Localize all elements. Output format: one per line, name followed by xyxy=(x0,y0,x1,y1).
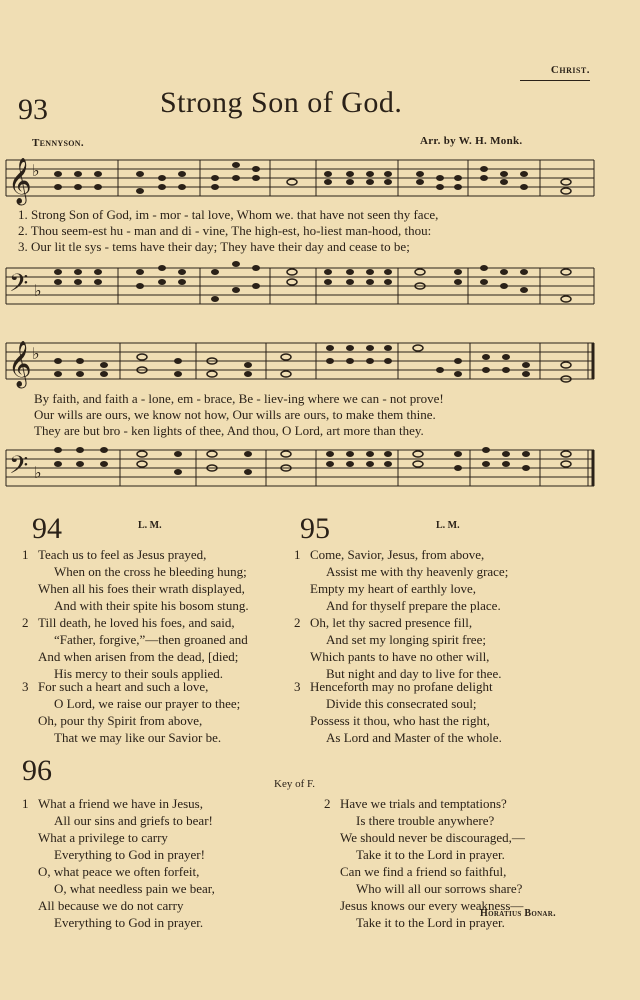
stanza-line: Jesus knows our every weakness— xyxy=(340,898,524,913)
hymn-95-number: 95 xyxy=(300,512,330,545)
stanza-line: And for thyself prepare the place. xyxy=(326,598,501,613)
stanza-line: What a friend we have in Jesus, xyxy=(38,796,203,811)
stanza-line: Can we find a friend so faithful, xyxy=(340,864,507,879)
hymn-93-number: 93 xyxy=(18,93,48,126)
stanza-number: 1 xyxy=(294,547,301,562)
flat-icon: ♭ xyxy=(32,344,40,363)
stanza-line: O, what peace we often forfeit, xyxy=(38,864,200,879)
hymn-94-number: 94 xyxy=(32,512,62,545)
stanza-line: Assist me with thy heavenly grace; xyxy=(326,564,509,579)
stanza-line: Henceforth may no profane delight xyxy=(310,679,493,694)
system-1-lyric-verse-3: 3. Our lit tle sys - tems have their day; They have their day and cease to be; xyxy=(18,239,410,254)
treble-clef-icon: 𝄞 xyxy=(8,341,32,387)
stanza-line: Which pants to have no other will, xyxy=(310,649,490,664)
system-2-lyric-verse-2: Our wills are ours, we know not how, Our wills are ours, to make them thine. xyxy=(34,407,436,422)
stanza-line: Have we trials and temptations? xyxy=(340,796,507,811)
stanza-line: “Father, forgive,”—then groaned and xyxy=(54,632,248,647)
flat-icon: ♭ xyxy=(32,161,40,180)
stanza-line: When on the cross he bleeding hung; xyxy=(54,564,247,579)
stanza-line: Oh, let thy sacred presence fill, xyxy=(310,615,473,630)
flat-icon: ♭ xyxy=(34,281,42,300)
system-1-lyric-verse-2: 2. Thou seem-est hu - man and di - vine, The high-est, ho-liest man-hood, thou: xyxy=(18,223,432,238)
hymn-96-stanza-1 xyxy=(22,795,215,931)
hymn-96-key: Key of F. xyxy=(274,778,315,790)
stanza-line: We should never be discouraged,— xyxy=(340,830,525,845)
system-2-treble-staff xyxy=(0,333,640,393)
stanza-line: Take it to the Lord in prayer. xyxy=(356,847,505,862)
system-2-lyric-verse-1: By faith, and faith a - lone, em - brace, Be - liev-ing where we can - not prove! xyxy=(34,391,444,406)
stanza-line: But night and day to live for thee. xyxy=(326,666,502,681)
stanza-line: Divide this consecrated soul; xyxy=(326,696,477,711)
system-1-treble-staff xyxy=(0,150,640,210)
hymn-95-stanza-2 xyxy=(294,614,501,682)
hymn-93-author: Tennyson. xyxy=(32,137,84,149)
stanza-line: O Lord, we raise our prayer to thee; xyxy=(54,696,241,711)
hymn-94-stanza-2 xyxy=(22,614,248,682)
stanza-number: 3 xyxy=(294,679,301,694)
stanza-line: For such a heart and such a love, xyxy=(38,679,209,694)
stanza-number: 2 xyxy=(324,796,331,811)
hymn-93-arranger: Arr. by W. H. Monk. xyxy=(420,135,523,147)
hymn-96-author: Horatius Bonar. xyxy=(480,908,556,919)
stanza-line: As Lord and Master of the whole. xyxy=(326,730,502,745)
stanza-number: 1 xyxy=(22,796,29,811)
stanza-line: Is there trouble anywhere? xyxy=(356,813,495,828)
stanza-line: Teach us to feel as Jesus prayed, xyxy=(38,547,207,562)
stanza-line: Oh, pour thy Spirit from above, xyxy=(38,713,203,728)
section-rule xyxy=(520,80,590,81)
stanza-line: Empty my heart of earthly love, xyxy=(310,581,477,596)
hymn-94-stanza-1 xyxy=(22,546,249,614)
stanza-line: Who will all our sorrows share? xyxy=(356,881,523,896)
system-2-bass-staff xyxy=(0,440,640,500)
stanza-number: 3 xyxy=(22,679,29,694)
section-label: Christ. xyxy=(550,64,590,76)
stanza-line: Everything to God in prayer. xyxy=(54,915,204,930)
stanza-number: 1 xyxy=(22,547,29,562)
stanza-line: All our sins and griefs to bear! xyxy=(54,813,213,828)
stanza-line: That we may like our Savior be. xyxy=(54,730,222,745)
system-1-lyric-verse-1: 1. Strong Son of God, im - mor - tal love, Whom we. that have not seen thy face, xyxy=(18,207,439,222)
stanza-line: Take it to the Lord in prayer. xyxy=(356,915,505,930)
hymn-95-stanza-3 xyxy=(294,678,502,746)
stanza-number: 2 xyxy=(22,615,29,630)
system-2-lyric-verse-3: They are but bro - ken lights of thee, And thou, O Lord, art more than they. xyxy=(34,423,424,438)
flat-icon: ♭ xyxy=(34,463,42,482)
stanza-line: O, what needless pain we bear, xyxy=(54,881,215,896)
system-1-bass-staff xyxy=(0,258,640,318)
hymn-94-meter: L. M. xyxy=(138,520,162,531)
stanza-line: Till death, he loved his foes, and said, xyxy=(38,615,235,630)
stanza-line: Come, Savior, Jesus, from above, xyxy=(310,547,485,562)
hymn-95-stanza-1 xyxy=(294,546,508,614)
hymn-95-meter: L. M. xyxy=(436,520,460,531)
stanza-line: His mercy to their souls applied. xyxy=(54,666,223,681)
stanza-line: When all his foes their wrath displayed, xyxy=(38,581,245,596)
stanza-line: Everything to God in prayer! xyxy=(54,847,205,862)
treble-clef-icon: 𝄞 xyxy=(8,158,32,204)
hymn-96-number: 96 xyxy=(22,754,52,787)
stanza-line: All because we do not carry xyxy=(38,898,184,913)
stanza-line: And set my longing spirit free; xyxy=(326,632,486,647)
hymn-94-stanza-3 xyxy=(22,678,240,746)
hymn-93-title: Strong Son of God. xyxy=(160,86,403,119)
stanza-line: Possess it thou, who hast the right, xyxy=(310,713,490,728)
stanza-number: 2 xyxy=(294,615,301,630)
stanza-line: And with their spite his bosom stung. xyxy=(54,598,249,613)
bass-clef-icon: 𝄢 xyxy=(9,451,29,486)
bass-clef-icon: 𝄢 xyxy=(9,269,29,304)
stanza-line: And when arisen from the dead, [died; xyxy=(38,649,239,664)
stanza-line: What a privilege to carry xyxy=(38,830,168,845)
